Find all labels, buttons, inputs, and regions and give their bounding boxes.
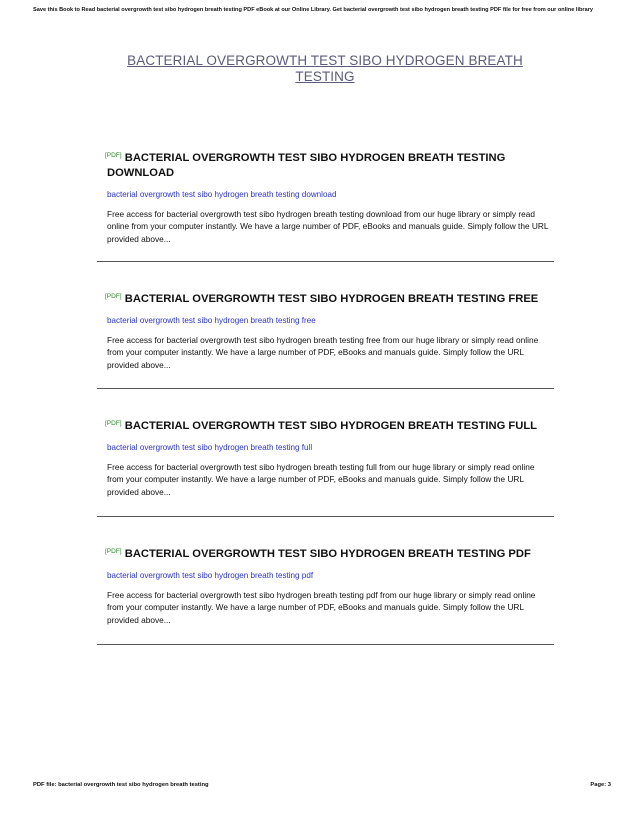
section-link[interactable]: bacterial overgrowth test sibo hydrogen breath testing free	[107, 316, 316, 325]
section-divider	[97, 261, 554, 262]
pdf-tag: [PDF]	[105, 548, 122, 555]
section-divider	[97, 644, 554, 645]
section-divider	[97, 388, 554, 389]
result-section	[107, 544, 557, 626]
section-heading-text: BACTERIAL OVERGROWTH TEST SIBO HYDROGEN BREATH TESTING FULL	[124, 420, 538, 432]
section-description: Free access for bacterial overgrowth test sibo hydrogen breath testing full from our huge library or simply read online from your computer instantly. We have a large number of PDF, eBooks and manuals guide. Simply follow the URL provided above...	[107, 462, 535, 497]
section-link[interactable]: bacterial overgrowth test sibo hydrogen breath testing pdf	[107, 571, 314, 580]
section-link[interactable]: bacterial overgrowth test sibo hydrogen breath testing download	[107, 190, 337, 199]
section-divider	[97, 516, 554, 517]
result-section	[107, 289, 557, 371]
footer-file-label: PDF file: bacterial overgrowth test sibo hydrogen breath testing	[33, 782, 209, 788]
section-heading	[107, 148, 557, 181]
pdf-tag: [PDF]	[105, 293, 122, 300]
page-title-line1: BACTERIAL OVERGROWTH TEST SIBO HYDROGEN BREATH	[127, 53, 523, 68]
section-description: Free access for bacterial overgrowth test sibo hydrogen breath testing pdf from our huge library or simply read online from your computer instantly. We have a large number of PDF, eBooks and manuals guide. Simply follow the URL provided above...	[107, 590, 536, 625]
section-description: Free access for bacterial overgrowth test sibo hydrogen breath testing download from our huge library or simply read online from your computer instantly. We have a large number of PDF, eBooks and manuals guide. Simply follow the URL provided above...	[107, 209, 549, 244]
page-title-line2: TESTING	[295, 69, 355, 84]
result-section	[107, 148, 557, 245]
pdf-tag: [PDF]	[105, 152, 122, 159]
section-link[interactable]: bacterial overgrowth test sibo hydrogen breath testing full	[107, 443, 313, 452]
section-heading-text: BACTERIAL OVERGROWTH TEST SIBO HYDROGEN BREATH TESTING FREE	[124, 293, 539, 305]
page-title	[110, 53, 540, 85]
section-heading	[107, 416, 557, 434]
section-heading	[107, 544, 557, 562]
result-section	[107, 416, 557, 498]
section-heading-text: BACTERIAL OVERGROWTH TEST SIBO HYDROGEN BREATH TESTING DOWNLOAD	[107, 152, 506, 179]
top-banner: Save this Book to Read bacterial overgrowth test sibo hydrogen breath testing PDF eBook at our Online Library. Get bacterial overgrowth test sibo hydrogen breath testing PDF file for free from our online library	[33, 7, 593, 13]
section-description: Free access for bacterial overgrowth test sibo hydrogen breath testing free from our huge library or simply read online from your computer instantly. We have a large number of PDF, eBooks and manuals guide. Simply follow the URL provided above...	[107, 335, 539, 370]
footer-page-number: Page: 3	[590, 782, 611, 788]
pdf-tag: [PDF]	[105, 420, 122, 427]
section-heading-text: BACTERIAL OVERGROWTH TEST SIBO HYDROGEN BREATH TESTING PDF	[124, 548, 531, 560]
section-heading	[107, 289, 557, 307]
